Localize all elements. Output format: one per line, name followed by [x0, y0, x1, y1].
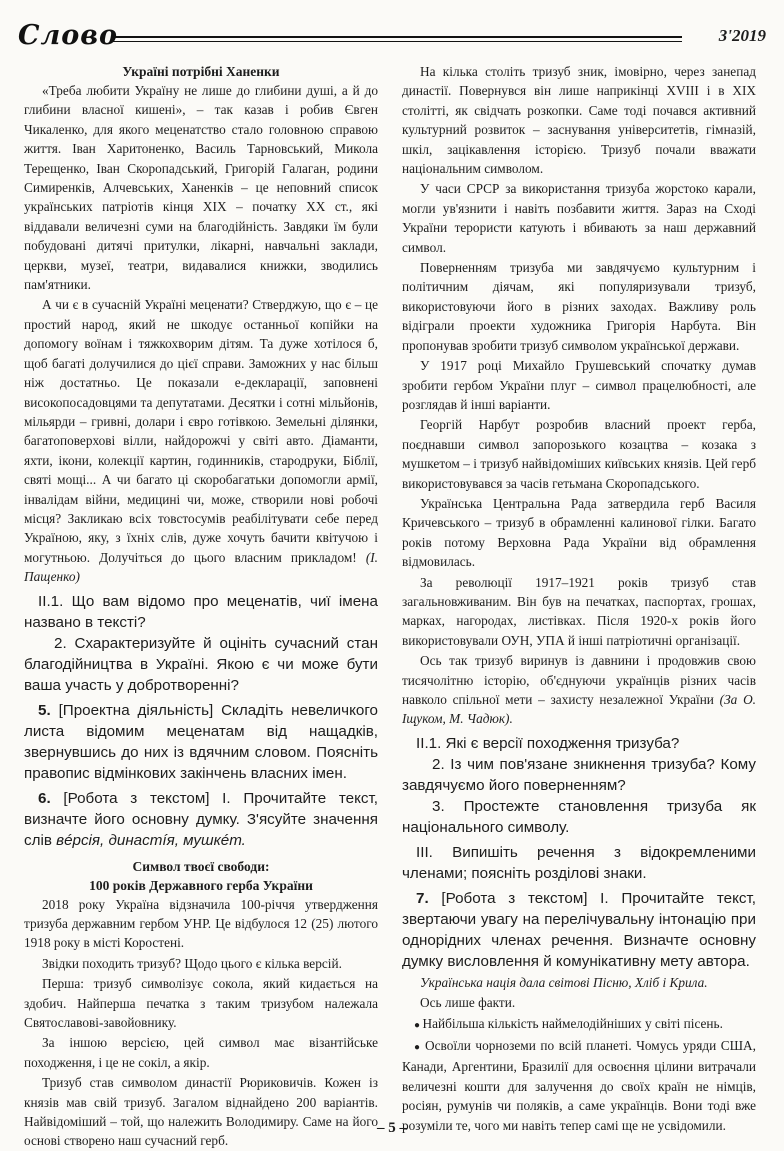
- question: 2. Із чим пов'язане зникнення тризуба? Кому завдячуємо його поверненням?: [402, 755, 756, 794]
- paragraph: Ось лише факти.: [420, 995, 516, 1011]
- paragraph: Поверненням тризуба ми завдячуємо культурним і політичним діячам, які популяризували тризуб, використовуючи його в різних заходах. Важливу роль відіграли проекти художника Григорія Нарбута. Він пропонував зробити тризуб символом української держави.: [402, 260, 756, 353]
- paragraph-text: Ось так тризуб виринув із давнини і продовжив свою тисячолітню історію, об'єднуючи українців різних часів навколо спільної мети – захисту незалежної України: [402, 653, 756, 707]
- header-rule: [112, 41, 682, 42]
- paragraph: За революції 1917–1921 років тризуб став загальновживаним. Він був на печатках, паспортах, грошах, марках, нагородах, листівках. Після 1920-х років його використовували ОУН, УПА й інші патріотичні організації.: [402, 574, 756, 648]
- author-note: (І. Пащенко): [24, 549, 378, 585]
- paragraph: «Треба любити Україну не лише до глибини душі, а й до глибини власної кишені», – так казав і робив Євген Чикаленко, для якого меценатство стало головною справою життя. Іван Харитоненко, Василь Тарновський, Микола Терещенко, Іван Скоропадський, Григорій Галаган, родини Симиренків, Алчевських, Ханенків – це неповний список українських патріотів кінця XIX – початку XX ст., які віддавали величезні суми на благодійність. Завдяки їм були побудовані дитячі притулки, лікарні, навчальні заклади, церкви, музеї, театри, видавалися книжки, зводились пам'ятники.: [24, 83, 378, 293]
- task-text: [Проектна діяльність] Складіть невеличкого листа відомим меценатам від нащадків, звернувшись до них із вдячним словом. Поясніть правопис відмінкових закінчень власних імен.: [24, 701, 378, 782]
- right-column: [402, 62, 756, 1135]
- task-text: [Робота з текстом] І. Прочитайте текст, визначте його основну думку. З'ясуйте значення слів: [24, 789, 378, 849]
- article-subtitle: 100 років Державного герба України: [89, 877, 313, 893]
- left-column: [24, 62, 378, 1151]
- paragraph: Українська Центральна Рада затвердила герб Василя Кричевського – тризуб в обрамленні калинової гілки. Багато років потому Верховна Рада України від обрамлення відмовилась.: [402, 495, 756, 570]
- task-number: 7.: [416, 889, 429, 907]
- paragraph: [24, 295, 378, 586]
- article-title: Україні потрібні Ханенки: [122, 64, 280, 79]
- question: ІІ.1. Що вам відомо про меценатів, чиї імена названо в тексті?: [24, 592, 378, 631]
- paragraph-text: А чи є в сучасній Україні меценати? Стверджую, що є – це простий народ, який не шкодує останньої копійки на допомогу воїнам і тяжкохворим дітям. Та дуже хотілося б, щоб багаті долучилися до цієї справи. Заможних у нас більш ніж достатньо. Це показали е-декларації, заповнені високопосадовцями та депутатами. Десятки і сотні мільйонів, мільярди – гривні, долари і євро готівкою. Земельні ділянки, багатоповерхові вілли, найдорожчі у світі авто. Діаманти, яхти, ікони, колекції картин, годинників, стародруки, Біблії, святі мощі... А чи багато ці скоробагатьки допомогли армії, інвалідам війни, медицині чи, може, створили нові робочі місця? Закликаю всіх товстосумів реабілітувати себе перед Україною, яку, з їхніх слів, дуже хочуть бачити квітучою і могутньою. Долучіться до цього власним прикладом!: [24, 297, 378, 565]
- task-5: [24, 700, 378, 784]
- paragraph: 2018 року Україна відзначила 100-річчя утвердження тризуба державним гербом УНР. Це відбулося 12 (25) лютого 1918 року в місті Коростені.: [24, 896, 378, 951]
- issue-number: 3'2019: [718, 26, 766, 45]
- task-number: 6.: [38, 789, 51, 807]
- task-words: вéрсія, династíя, мушкéт.: [56, 831, 246, 849]
- question: 2. Схарактеризуйте й оцініть сучасний стан благодійництва в Україні. Якою є чи може бути ваша участь у добротворенні?: [24, 634, 378, 694]
- task-text: [Робота з текстом] І. Прочитайте текст, звертаючи увагу на перелічувальну інтонацію при однорідних членах речення. Визначте основну думку висловлення й комунікативну мету автора.: [402, 889, 756, 970]
- bullet-item: ● Найбільша кількість наймелодійніших у світі пісень.: [402, 1014, 756, 1035]
- question: ІІ.1. Які є версії походження тризуба?: [416, 734, 680, 752]
- task-6: [24, 788, 378, 851]
- paragraph: Перша: тризуб символізує сокола, який кидається на здобич. Найперша печатка з таким тризубом належала Святославові-завойовнику.: [24, 976, 378, 1030]
- magazine-logo: Слово: [18, 20, 119, 51]
- paragraph: Звідки походить тризуб? Щодо цього є кілька версій.: [42, 955, 342, 971]
- paragraph: За іншою версією, цей символ має візантійське походження, і це не сокіл, а якір.: [24, 1035, 378, 1070]
- bullet-item: ● Освоїли чорноземи по всій планеті. Чомусь уряди США, Канади, Аргентини, Бразилії для освоєння цілини витрачали величезні кошти для залучення до своїх країн не німців, росіян, румунів чи поляків, а саме українців. Вони тоді вже розуміли те, чого ми навіть тепер самі ще не усвідомили.: [402, 1036, 756, 1135]
- paragraph: На кілька століть тризуб зник, імовірно, через занепад династії. Повернувся він лише наприкінці XVIII і в XIX столітті, як свідчать розкопки. Саме тоді почався активний культурний розвиток – заснування університетів, гімназій, шкіл, зацікавлення історією. Тризуб почали вважати національним символом.: [402, 64, 756, 177]
- paragraph: Тризуб став символом династії Рюриковичів. Кожен із князів мав свій тризуб. Загалом віднайдено 200 варіантів. Найвідоміший – той, що належить Володимиру. Саме на його основі створено наш сучасний герб.: [24, 1075, 378, 1149]
- page-header: [8, 14, 776, 56]
- paragraph: У часи СРСР за використання тризуба жорстоко карали, могли ув'язнити і навіть позбавити життя. Зараз на Сході України терористи катують і вбивають за наш державний символ.: [402, 181, 756, 255]
- task-7: [402, 888, 756, 972]
- paragraph: Георгій Нарбут розробив власний проект герба, поєднавши символ запорозького козацтва – козака з мушкетом – і тризуб найвідоміших київських князів. Цей герб використовувався за часів гетьмана Скоропадського.: [402, 417, 756, 491]
- header-rule: [112, 36, 682, 38]
- page-number: – 5 –: [377, 1120, 407, 1136]
- question: 3. Простежте становлення тризуба як національного символу.: [402, 797, 756, 836]
- task-number: 5.: [38, 701, 51, 719]
- paragraph: [402, 651, 756, 729]
- article-title: Символ твоєї свободи:: [132, 858, 270, 874]
- author-note: (За О. Іщуком, М. Чадюк).: [402, 692, 756, 727]
- question: ІІІ. Випишіть речення з відокремленими членами; поясніть розділові знаки.: [402, 843, 756, 882]
- paragraph: Українська нація дала світові Пісню, Хліб і Крила.: [420, 974, 708, 990]
- paragraph: У 1917 році Михайло Грушевський спочатку думав зробити гербом України плуг – символ працелюбності, але розглядав й інші варіанти.: [402, 358, 756, 412]
